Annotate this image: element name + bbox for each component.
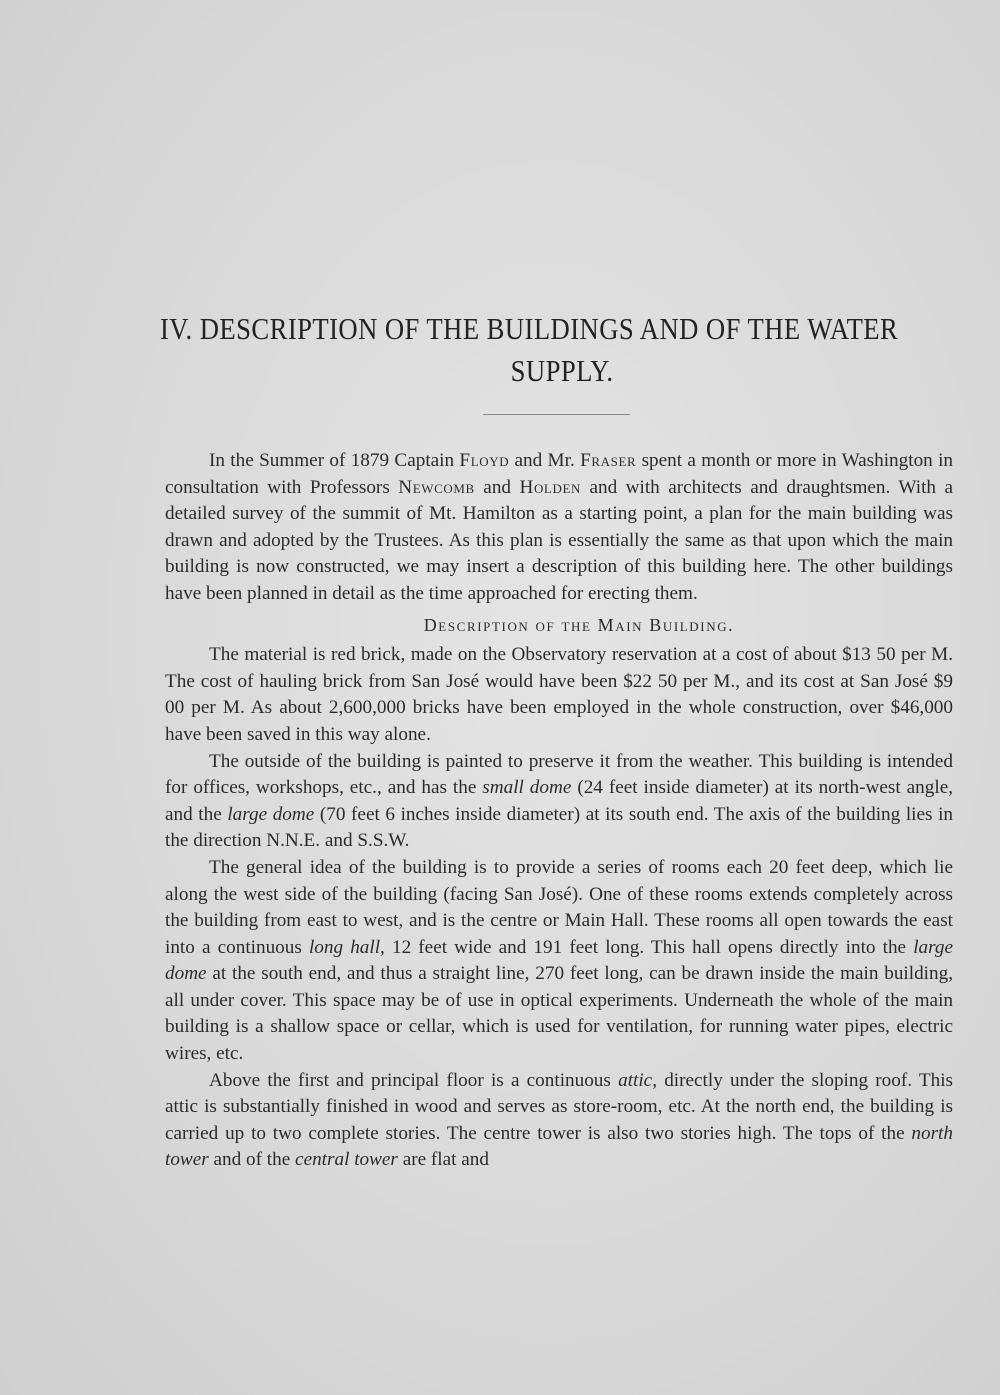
person-name: Holden: [519, 476, 581, 498]
emphasis: long hall,: [308, 936, 385, 958]
emphasis: small dome: [482, 777, 572, 799]
text-run: The outside of the building is painted to preserve it from the weather. This building is intended for offices, workshops, etc., and has the: [165, 750, 953, 799]
paragraph-attic: [165, 1068, 953, 1174]
chapter-title-line-1: IV. DESCRIPTION OF THE BUILDINGS AND OF THE WATER: [160, 311, 899, 346]
text-run: and: [474, 476, 520, 498]
text-run: (70 feet 6 inches inside diameter) at its south end. The axis of the building lies in the direction N.N.E. and S.S.W.: [165, 803, 953, 852]
chapter-title: [160, 308, 956, 392]
person-name: Newcomb: [398, 476, 475, 498]
text-run: 12 feet wide and 191 feet long. This hall opens directly into the: [384, 936, 914, 958]
body-text: [165, 448, 953, 1174]
text-run: directly under the sloping roof. This attic is substantially finished in wood and serves as store-room, etc. At the north end, the building is carried up to two complete stories. The centre tower is also two stories high. The tops of the: [165, 1069, 954, 1144]
person-name: Floyd: [459, 450, 510, 471]
text-run: at the south end, and thus a straight line, 270 feet long, can be drawn inside the main building, all under cover. This space may be of use in optical experiments. Underneath the whole of the main building is a shallow space or cellar, which is used for ventilation, for running water pipes, electric wires, etc.: [165, 963, 953, 1065]
text-run: are flat and: [397, 1149, 489, 1171]
text-run: (24 feet inside diameter) at its north-west angle, and the: [165, 777, 954, 825]
text-run: In the Summer of 1879 Captain: [209, 450, 460, 471]
emphasis: central tower: [295, 1149, 398, 1171]
title-divider: [483, 414, 630, 415]
text-run: The general idea of the building is to provide a series of rooms each 20 feet deep, which lie along the west side of the building (facing San José). One of these rooms extends completely across the building from east to west, and is the centre or Main Hall. These rooms all open towards the east into a continuous: [165, 856, 953, 958]
emphasis: large dome: [227, 803, 315, 825]
section-heading: Description of the Main Building.: [423, 614, 735, 635]
text-run: and of the: [208, 1149, 296, 1171]
paragraph-general-idea: [165, 855, 953, 1068]
emphasis: large dome: [165, 936, 953, 985]
emphasis: north tower: [165, 1122, 953, 1171]
person-name: Fraser: [580, 450, 637, 471]
paragraph-outside: [165, 749, 953, 855]
chapter-title-line-2: SUPPLY.: [510, 353, 614, 388]
paragraph-intro: [165, 448, 953, 608]
text-run: and with architects and draughtsmen. With a detailed survey of the summit of Mt. Hamilton as a starting point, a plan for the main building was drawn and adopted by the Trustees. As this plan is essentially the same as that upon which the main building is now constructed, we may insert a description of this building here. The other buildings have been planned in detail as the time approached for erecting them.: [165, 476, 953, 604]
text-run: and Mr.: [509, 450, 581, 471]
emphasis: attic,: [618, 1069, 657, 1091]
text-run: spent a month or more in Washington in consultation with Professors: [165, 450, 953, 498]
text-run: Above the first and principal floor is a continuous: [209, 1069, 619, 1091]
paragraph-material: The material is red brick, made on the Observatory reservation at a cost of about $13 50 per M. The cost of hauling brick from San José would have been $22 50 per M., and its cost at San José $9 00 per M. As about 2,600,000 bricks have been employed in the whole construction, over $46,000 have been saved in this way alone.: [165, 644, 953, 745]
